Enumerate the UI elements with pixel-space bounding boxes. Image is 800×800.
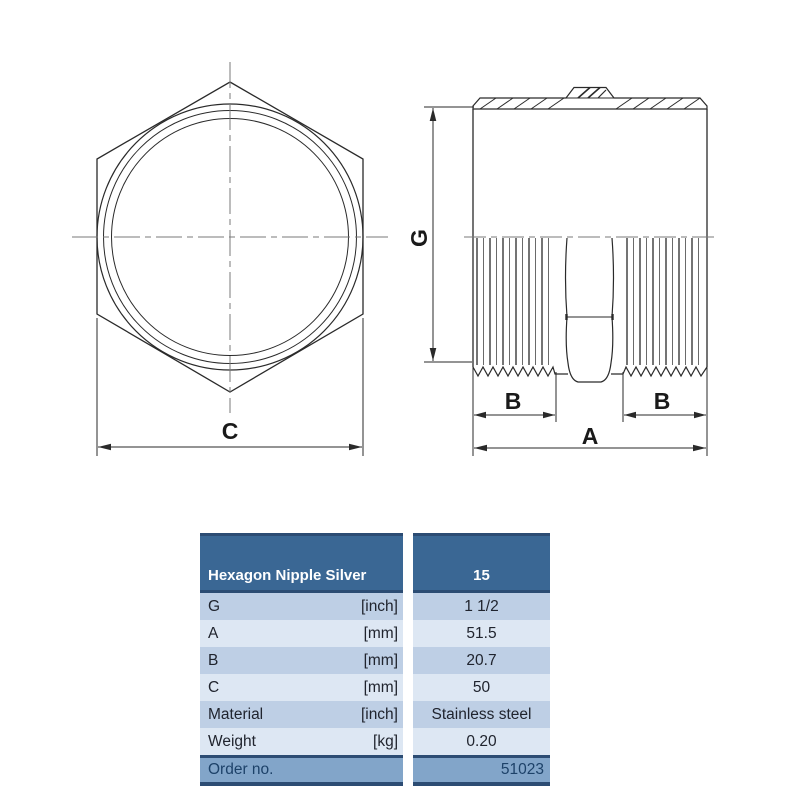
product-name-header (200, 536, 403, 590)
size-value: 15 (473, 567, 490, 584)
arrowhead (430, 348, 437, 361)
spec-unit: [kg] (373, 732, 398, 750)
spec-value: 51.5 (466, 624, 497, 642)
table-row (200, 701, 403, 728)
table-row (413, 701, 550, 728)
left-view-centerlines (72, 62, 388, 413)
size-column-header (413, 536, 550, 590)
arrowhead (624, 412, 636, 418)
dimension-label-g: G (406, 229, 432, 247)
table-row (413, 620, 550, 647)
arrowhead (543, 412, 555, 418)
spec-table-labels (200, 533, 403, 786)
spec-unit: [inch] (360, 705, 398, 723)
arrowhead (474, 412, 486, 418)
side-view (473, 88, 707, 383)
b-a-dimensions (473, 367, 707, 456)
spec-table-values (413, 533, 550, 786)
table-row (200, 620, 403, 647)
spec-unit: [mm] (363, 651, 398, 669)
table-row (413, 728, 550, 755)
arrowhead (694, 412, 706, 418)
table-row (413, 593, 550, 620)
table-border (413, 782, 550, 786)
table-row (200, 728, 403, 755)
arrowhead (349, 444, 362, 451)
table-row (413, 674, 550, 701)
spec-value: 20.7 (466, 651, 497, 669)
order-no-label: Order no. (208, 761, 274, 778)
table-border (200, 782, 403, 786)
spec-unit: [mm] (363, 624, 398, 642)
spec-label: G (208, 597, 221, 615)
arrowhead (430, 108, 437, 121)
spec-label: Material (208, 705, 264, 723)
spec-label: B (208, 651, 219, 669)
product-name: Hexagon Nipple Silver (208, 567, 367, 584)
spec-value: 1 1/2 (464, 597, 499, 615)
order-no-value: 51023 (500, 761, 544, 778)
table-row (200, 647, 403, 674)
dimension-label-b-left: B (504, 388, 522, 414)
spec-label: Weight (208, 732, 256, 750)
dimension-label-c: C (221, 418, 239, 444)
dimension-label-a: A (581, 423, 599, 449)
dimension-label-b-right: B (653, 388, 671, 414)
order-no-row (413, 758, 550, 782)
spec-value: 0.20 (466, 732, 497, 750)
table-row (413, 647, 550, 674)
spec-label: A (208, 624, 219, 642)
table-row (200, 593, 403, 620)
spec-value: 50 (472, 678, 491, 696)
spec-unit: [mm] (363, 678, 398, 696)
arrowhead (474, 445, 487, 452)
arrowhead (98, 444, 111, 451)
spec-value: Stainless steel (431, 705, 532, 723)
spec-unit: [inch] (360, 597, 398, 615)
order-no-row (200, 758, 403, 782)
spec-label: C (208, 678, 220, 696)
g-dimension (406, 107, 474, 362)
center-hex-section (566, 238, 614, 382)
table-row (200, 674, 403, 701)
arrowhead (693, 445, 706, 452)
thread-profile-right (611, 238, 707, 376)
thread-profile-left (473, 238, 568, 376)
